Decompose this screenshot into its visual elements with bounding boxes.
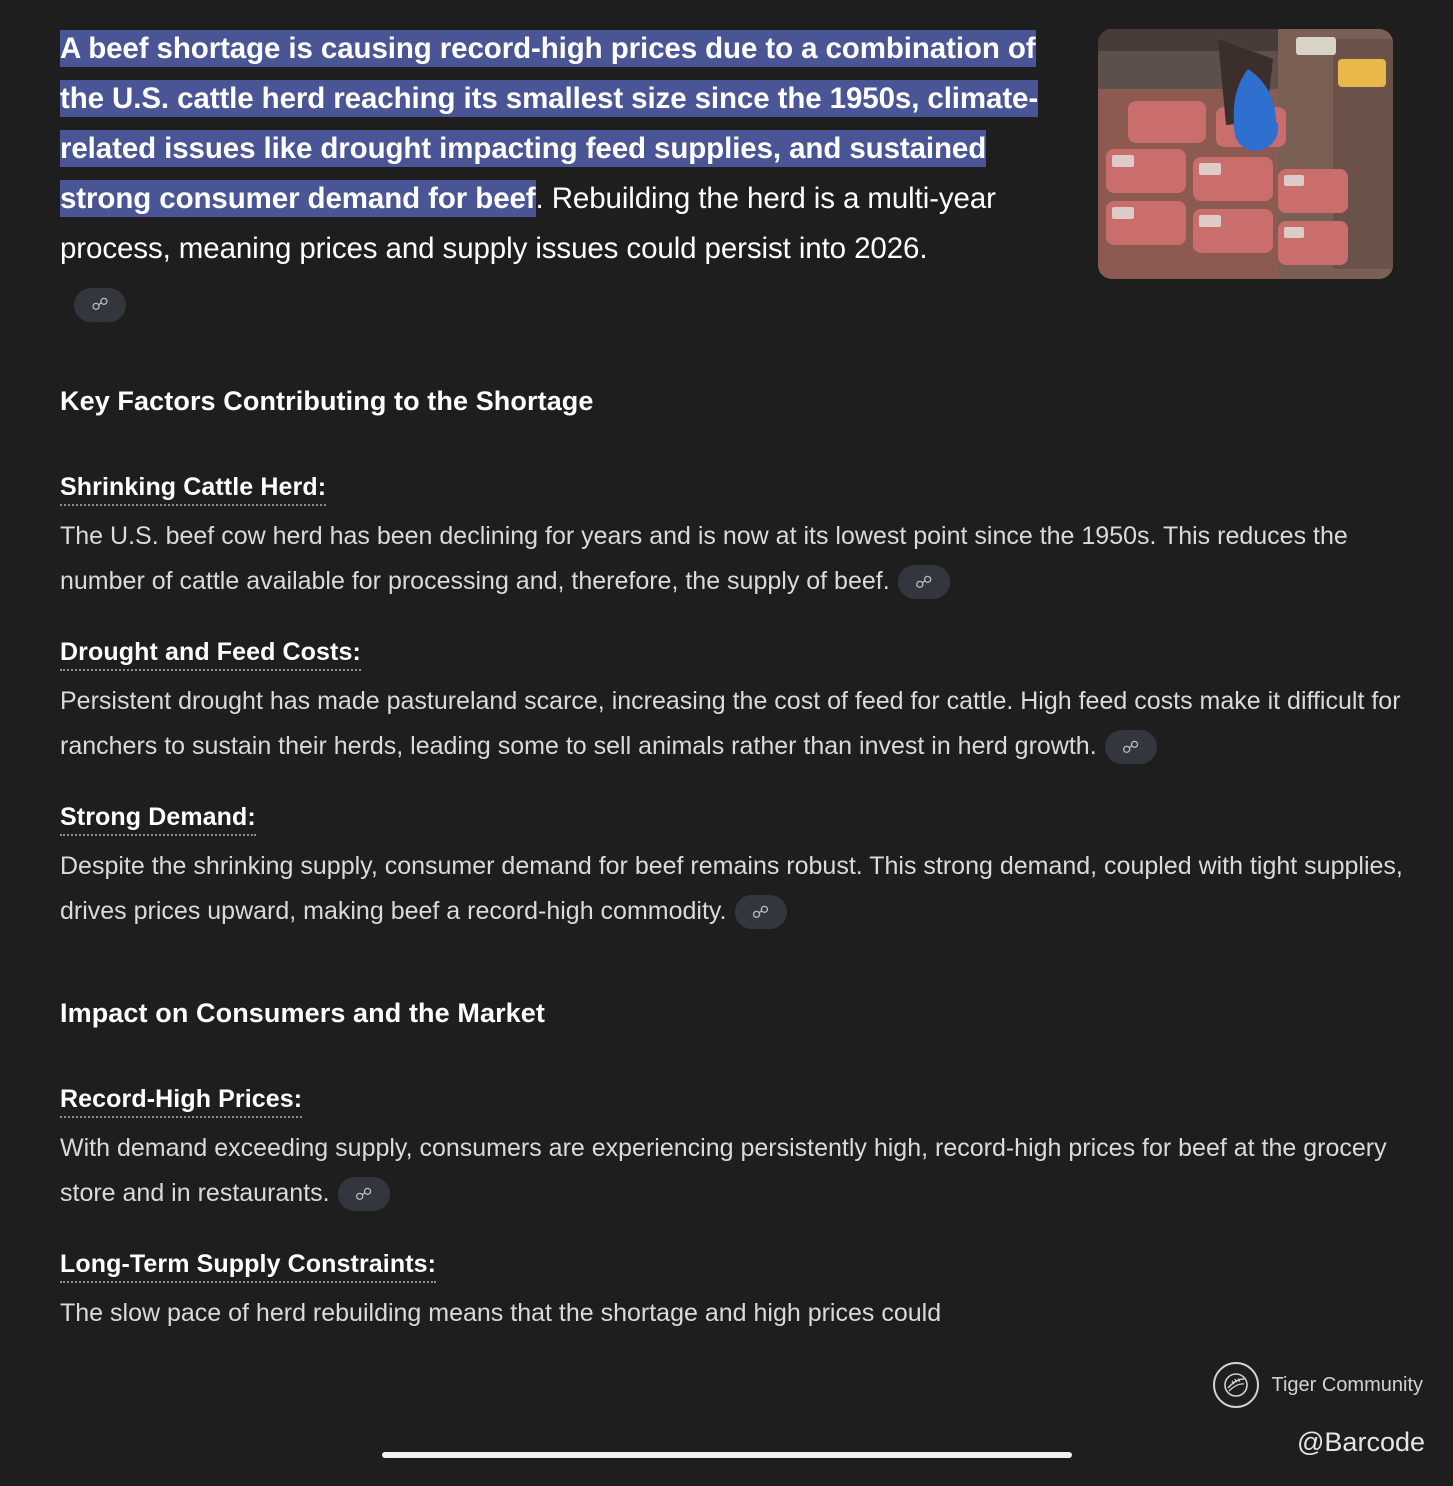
paragraph-text: Persistent drought has made pastureland scarce, increasing the cost of feed for cattle. High feed costs make it difficult for ranchers to sustain their herds, leading some to sell animals rather than invest in herd growth. [60,687,1401,760]
watermark-handle: @Barcode [1297,1427,1425,1457]
citation-link-icon[interactable]: ☍ [338,1177,390,1211]
paragraph-text: The U.S. beef cow herd has been declining for years and is now at its lowest point since the 1950s. This reduces the number of cattle available for processing and, therefore, the supply of beef. [60,522,1348,595]
subheading-shrinking-cattle-herd: Shrinking Cattle Herd: [60,473,326,506]
citation-link-icon[interactable]: ☍ [1105,730,1157,764]
paragraph-long-term-supply-constraints: The slow pace of herd rebuilding means that the shortage and high prices could [60,1299,942,1327]
paragraph-drought-and-feed-costs-wrap [60,679,1413,769]
home-indicator[interactable] [382,1452,1072,1458]
citation-link-icon[interactable]: ☍ [898,565,950,599]
citation-link-icon[interactable]: ☍ [735,895,787,929]
paragraph-text: Despite the shrinking supply, consumer demand for beef remains robust. This strong demand, coupled with tight supplies, drives prices upward, making beef a record-high commodity. [60,852,1403,925]
tiger-community-logo-icon [1213,1362,1259,1408]
lead-paragraph [60,24,1070,274]
lead-remainder: . Rebuilding the herd is a multi-year process, meaning prices and supply issues could persist into 2026. [60,182,996,265]
citation-link-icon[interactable]: ☍ [74,288,126,322]
highlighted-summary: A beef shortage is causing record-high prices due to a combination of the U.S. cattle herd reaching its smallest size since the 1950s, climate-related issues like drought impacting feed supplies, and sustained strong consumer demand for beef [60,32,1039,215]
paragraph-shrinking-cattle-herd-wrap [60,514,1413,604]
grocery-meat-counter-photo[interactable] [1098,29,1393,279]
paragraph-long-term-supply-constraints-wrap [60,1291,1413,1336]
paragraph-record-high-prices-wrap [60,1126,1413,1216]
paragraph-strong-demand-wrap [60,844,1413,934]
section-title-key-factors: Key Factors Contributing to the Shortage [60,386,594,416]
paragraph-text: With demand exceeding supply, consumers are experiencing persistently high, record-high prices for beef at the grocery store and in restaurants. [60,1134,1387,1207]
paragraph-shrinking-cattle-herd [60,514,1413,604]
subheading-strong-demand: Strong Demand: [60,803,256,836]
lead-block [60,24,1413,322]
subheading-drought-and-feed-costs: Drought and Feed Costs: [60,638,361,671]
paragraph-record-high-prices [60,1126,1413,1216]
subheading-long-term-supply-constraints: Long-Term Supply Constraints: [60,1250,436,1283]
watermark-label: Tiger Community [1271,1373,1423,1396]
section-title-impact: Impact on Consumers and the Market [60,998,545,1028]
paragraph-drought-and-feed-costs [60,679,1413,769]
subheading-record-high-prices: Record-High Prices: [60,1085,302,1118]
paragraph-strong-demand [60,844,1413,934]
watermark [1213,1362,1423,1408]
